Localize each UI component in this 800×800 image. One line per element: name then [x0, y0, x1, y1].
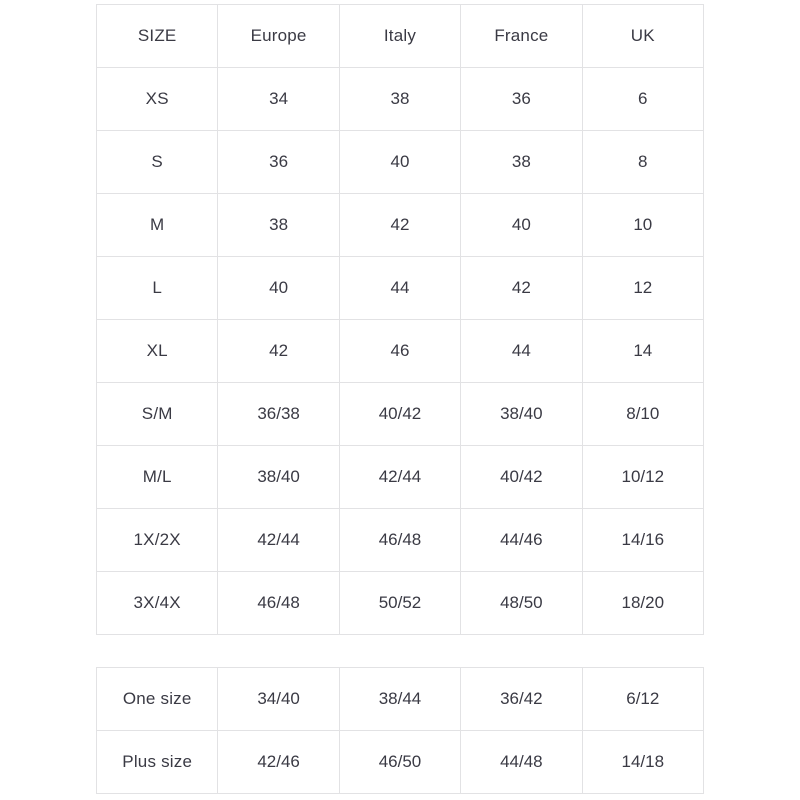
row-label: M — [97, 194, 218, 257]
cell-uk: 12 — [582, 257, 703, 320]
cell-france: 44/46 — [461, 509, 582, 572]
cell-france: 36/42 — [461, 668, 582, 731]
row-label: S/M — [97, 383, 218, 446]
column-header-italy: Italy — [339, 5, 460, 68]
cell-italy: 46/48 — [339, 509, 460, 572]
cell-italy: 38 — [339, 68, 460, 131]
row-label: Plus size — [97, 731, 218, 794]
cell-france: 36 — [461, 68, 582, 131]
cell-italy: 46 — [339, 320, 460, 383]
cell-europe: 40 — [218, 257, 339, 320]
cell-italy: 38/44 — [339, 668, 460, 731]
one-size-table-body — [97, 668, 704, 794]
cell-uk: 10 — [582, 194, 703, 257]
table-row — [97, 383, 704, 446]
cell-europe: 38 — [218, 194, 339, 257]
row-label: L — [97, 257, 218, 320]
cell-france: 48/50 — [461, 572, 582, 635]
cell-europe: 36/38 — [218, 383, 339, 446]
size-conversion-table-container — [96, 4, 704, 635]
cell-uk: 10/12 — [582, 446, 703, 509]
cell-france: 44/48 — [461, 731, 582, 794]
cell-italy: 46/50 — [339, 731, 460, 794]
cell-italy: 40 — [339, 131, 460, 194]
cell-europe: 36 — [218, 131, 339, 194]
cell-italy: 42/44 — [339, 446, 460, 509]
cell-uk: 6 — [582, 68, 703, 131]
cell-europe: 42/44 — [218, 509, 339, 572]
row-label: M/L — [97, 446, 218, 509]
cell-uk: 8 — [582, 131, 703, 194]
column-header-size: SIZE — [97, 5, 218, 68]
one-size-table-container — [96, 667, 704, 794]
table-header-row — [97, 5, 704, 68]
row-label: S — [97, 131, 218, 194]
table-body — [97, 68, 704, 635]
table-header — [97, 5, 704, 68]
cell-france: 38/40 — [461, 383, 582, 446]
cell-italy: 42 — [339, 194, 460, 257]
cell-italy: 44 — [339, 257, 460, 320]
table-row — [97, 572, 704, 635]
cell-europe: 42 — [218, 320, 339, 383]
cell-france: 40/42 — [461, 446, 582, 509]
cell-italy: 40/42 — [339, 383, 460, 446]
cell-france: 44 — [461, 320, 582, 383]
row-label: One size — [97, 668, 218, 731]
column-header-france: France — [461, 5, 582, 68]
table-row — [97, 668, 704, 731]
cell-uk: 18/20 — [582, 572, 703, 635]
cell-europe: 38/40 — [218, 446, 339, 509]
table-row — [97, 257, 704, 320]
cell-uk: 8/10 — [582, 383, 703, 446]
table-row — [97, 68, 704, 131]
cell-france: 38 — [461, 131, 582, 194]
column-header-uk: UK — [582, 5, 703, 68]
size-conversion-table — [96, 4, 704, 635]
row-label: XL — [97, 320, 218, 383]
cell-uk: 6/12 — [582, 668, 703, 731]
row-label: XS — [97, 68, 218, 131]
cell-italy: 50/52 — [339, 572, 460, 635]
column-header-europe: Europe — [218, 5, 339, 68]
cell-uk: 14/16 — [582, 509, 703, 572]
table-row — [97, 509, 704, 572]
cell-uk: 14/18 — [582, 731, 703, 794]
row-label: 3X/4X — [97, 572, 218, 635]
table-row — [97, 731, 704, 794]
row-label: 1X/2X — [97, 509, 218, 572]
table-row — [97, 320, 704, 383]
cell-europe: 46/48 — [218, 572, 339, 635]
cell-france: 40 — [461, 194, 582, 257]
cell-france: 42 — [461, 257, 582, 320]
cell-uk: 14 — [582, 320, 703, 383]
table-row — [97, 131, 704, 194]
cell-europe: 42/46 — [218, 731, 339, 794]
cell-europe: 34/40 — [218, 668, 339, 731]
cell-europe: 34 — [218, 68, 339, 131]
one-size-table — [96, 667, 704, 794]
table-row — [97, 446, 704, 509]
table-row — [97, 194, 704, 257]
